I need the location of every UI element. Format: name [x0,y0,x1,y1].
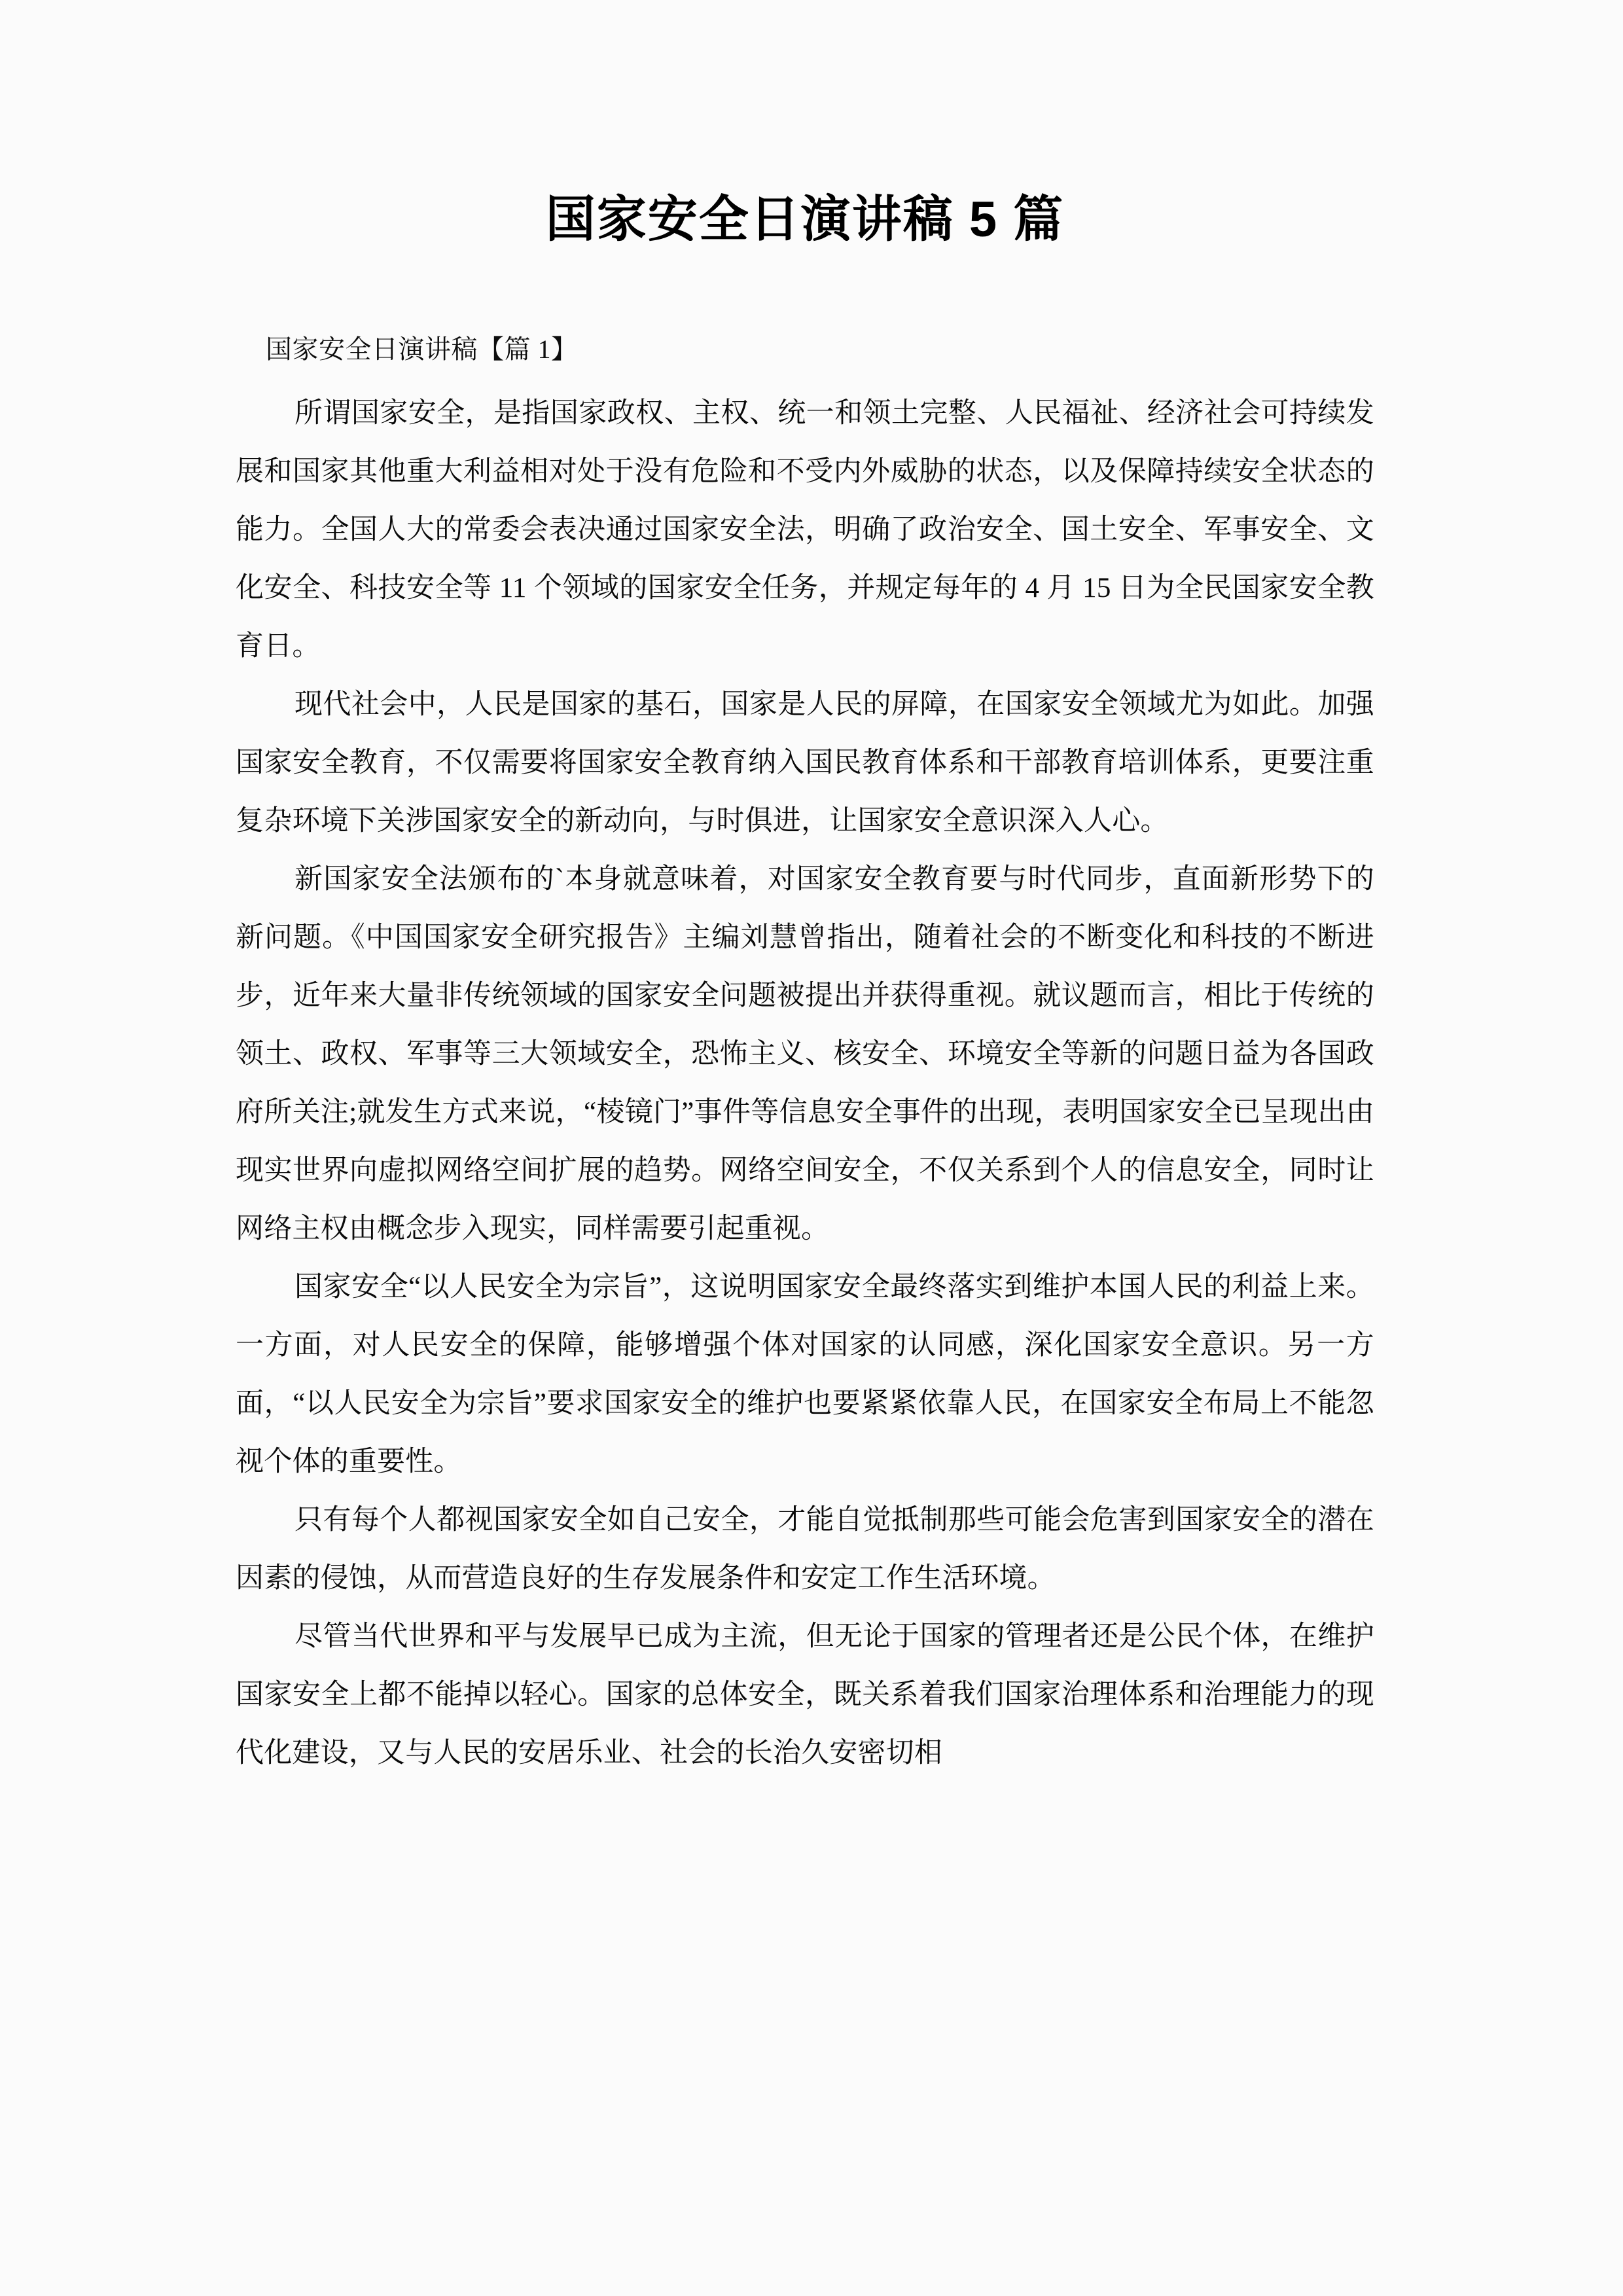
section-subtitle: 国家安全日演讲稿【篇 1】 [266,334,578,365]
body-paragraph-6: 尽管当代世界和平与发展早已成为主流，但无论于国家的管理者还是公民个体，在维护国家安全上都不能掉以轻心。国家的总体安全，既关系着我们国家治理体系和治理能力的现代化建设，又与人民的安居乐业、社会的长治久安密切相 [236,1621,1374,1769]
body-paragraph-3: 新国家安全法颁布的`本身就意味着，对国家安全教育要与时代同步，直面新形势下的新问题。《中国国家安全研究报告》主编刘慧曾指出，随着社会的不断变化和科技的不断进步，近年来大量非传统领域的国家安全问题被提出并获得重视。就议题而言，相比于传统的领土、政权、军事等三大领域安全，恐怖主义、核安全、环境安全等新的问题日益为各国政府所关注;就发生方式来说，“棱镜门”事件等信息安全事件的出现，表明国家安全已呈现出由现实世界向虚拟网络空间扩展的趋势。网络空间安全，不仅关系到个人的信息安全，同时让网络主权由概念步入现实，同样需要引起重视。 [236,864,1374,1245]
body-paragraph-4: 国家安全“以人民安全为宗旨”，这说明国家安全最终落实到维护本国人民的利益上来。一方面，对人民安全的保障，能够增强个体对国家的认同感，深化国家安全意识。另一方面，“以人民安全为宗旨”要求国家安全的维护也要紧紧依靠人民，在国家安全布局上不能忽视个体的重要性。 [236,1272,1374,1478]
page-title: 国家安全日演讲稿 5 篇 [545,192,1065,247]
body-paragraph-5: 只有每个人都视国家安全如自己安全，才能自觉抵制那些可能会危害到国家安全的潜在因素的侵蚀，从而营造良好的生存发展条件和安定工作生活环境。 [236,1505,1374,1594]
document-content [236,0,1374,1782]
body-paragraph-1: 所谓国家安全，是指国家政权、主权、统一和领土完整、人民福祉、经济社会可持续发展和国家其他重大利益相对处于没有危险和不受内外威胁的状态，以及保障持续安全状态的能力。全国人大的常委会表决通过国家安全法，明确了政治安全、国土安全、军事安全、文化安全、科技安全等 11 个领域的国家安全任务，并规定每年的 4 月 15 日为全民国家安全教育日。 [236,398,1374,662]
body-paragraph-2: 现代社会中，人民是国家的基石，国家是人民的屏障，在国家安全领域尤为如此。加强国家安全教育，不仅需要将国家安全教育纳入国民教育体系和干部教育培训体系，更要注重复杂环境下关涉国家安全的新动向，与时俱进，让国家安全意识深入人心。 [236,689,1374,837]
